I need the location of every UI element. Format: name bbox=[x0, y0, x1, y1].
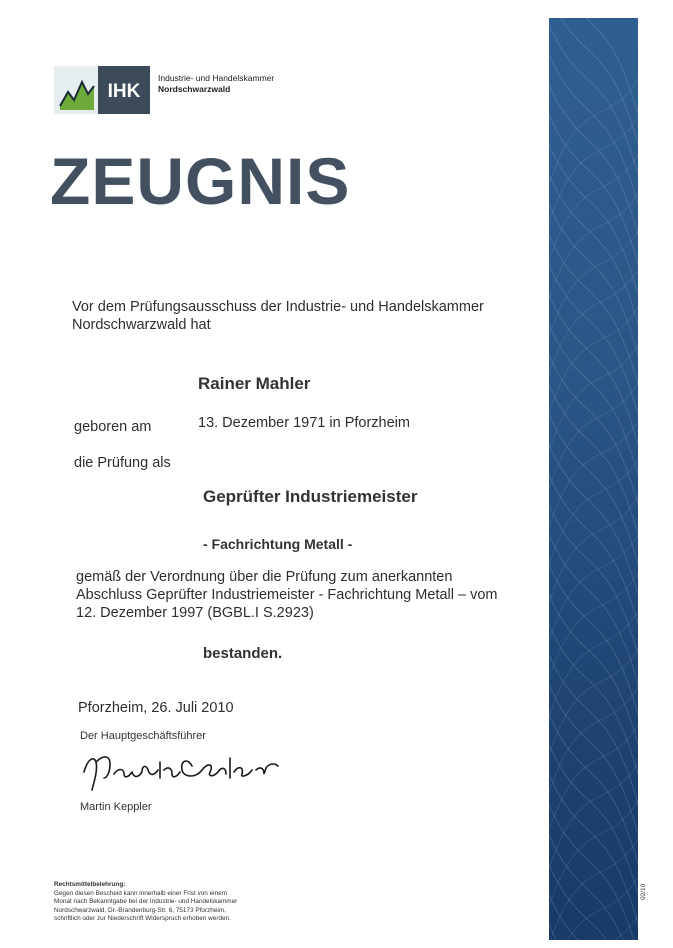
band-line bbox=[549, 96, 638, 256]
logo-line-1: Industrie- und Handelskammer bbox=[158, 73, 275, 83]
band-line bbox=[549, 172, 638, 332]
band-line bbox=[549, 658, 638, 878]
legal-notice bbox=[54, 881, 294, 924]
band-line bbox=[549, 208, 638, 428]
ihk-logo bbox=[54, 66, 284, 116]
logo-line-2: Nordschwarzwald bbox=[158, 84, 231, 94]
band-line bbox=[549, 18, 638, 158]
band-line bbox=[549, 362, 638, 522]
document-title: ZEUGNIS bbox=[50, 144, 351, 218]
band-line bbox=[549, 28, 638, 248]
band-line bbox=[549, 704, 638, 864]
signature bbox=[80, 748, 295, 793]
band-line bbox=[549, 134, 638, 294]
band-line bbox=[549, 286, 638, 446]
specialization: - Fachrichtung Metall - bbox=[203, 536, 353, 552]
result-text: bestanden. bbox=[203, 645, 283, 662]
band-line bbox=[549, 248, 638, 408]
candidate-name: Rainer Mahler bbox=[198, 374, 311, 393]
band-line bbox=[549, 552, 638, 712]
born-label: geboren am bbox=[74, 419, 152, 435]
band-line bbox=[549, 358, 638, 578]
band-line bbox=[549, 18, 638, 188]
band-line bbox=[549, 894, 638, 940]
band-line bbox=[549, 628, 638, 848]
band-line bbox=[549, 298, 638, 518]
band-line bbox=[549, 778, 638, 940]
band-line bbox=[549, 898, 638, 940]
legal-line: schriftlich oder zur Niederschrift Widerspruch erhoben werden. bbox=[54, 915, 231, 923]
band-line bbox=[549, 58, 638, 278]
band-line bbox=[549, 598, 638, 818]
band-line bbox=[549, 178, 638, 398]
band-line bbox=[549, 856, 638, 940]
band-line-pattern bbox=[549, 18, 638, 940]
logo-abbr: IHK bbox=[107, 81, 141, 102]
intro-text: Vor dem Prüfungsausschuss der Industrie- und Handelskammer Nordschwarzwald hat bbox=[72, 299, 484, 333]
decorative-side-band bbox=[549, 18, 638, 940]
band-line bbox=[549, 932, 638, 940]
band-line bbox=[549, 88, 638, 308]
signer-name: Martin Keppler bbox=[80, 801, 152, 813]
logo-wordmark bbox=[158, 73, 274, 95]
legal-heading: Rechtsmittelbelehrung: bbox=[54, 881, 126, 888]
band-line bbox=[549, 148, 638, 368]
band-line bbox=[549, 388, 638, 608]
band-line bbox=[549, 742, 638, 902]
band-line bbox=[549, 928, 638, 940]
band-line bbox=[549, 568, 638, 788]
band-line bbox=[549, 418, 638, 638]
qualification-title: Geprüfter Industriemeister bbox=[203, 487, 418, 506]
legal-line: Monat nach Bekanntgabe bei der Industrie- und Handelskammer bbox=[54, 898, 238, 906]
regulation-text: gemäß der Verordnung über die Prüfung zum anerkannten Abschluss Geprüfter Industriemeister - Fachrichtung Metall – vom 12. Dezember 1997 (BGBL.I S.2923) bbox=[76, 569, 498, 621]
band-line bbox=[549, 718, 638, 938]
place-date: Pforzheim, 26. Juli 2010 bbox=[78, 700, 234, 716]
band-line bbox=[549, 238, 638, 458]
ihk-logo-mark bbox=[54, 66, 150, 114]
legal-line: Gegen diesen Bescheid kann innerhalb einer Frist von einem bbox=[54, 889, 228, 897]
band-line bbox=[549, 448, 638, 668]
band-line bbox=[549, 666, 638, 826]
form-code: 02/10 bbox=[640, 883, 647, 900]
exam-label: die Prüfung als bbox=[74, 455, 171, 471]
legal-line: Nordschwarzwald, Dr.-Brandenburg-Str. 6, 75173 Pforzheim, bbox=[54, 906, 226, 914]
born-value: 13. Dezember 1971 in Pforzheim bbox=[198, 415, 410, 431]
band-line bbox=[549, 508, 638, 728]
band-line bbox=[549, 18, 638, 218]
band-line bbox=[549, 400, 638, 560]
band-line bbox=[549, 868, 638, 940]
band-line bbox=[549, 438, 638, 598]
band-line bbox=[549, 478, 638, 698]
signer-role: Der Hauptgeschäftsführer bbox=[80, 730, 206, 742]
